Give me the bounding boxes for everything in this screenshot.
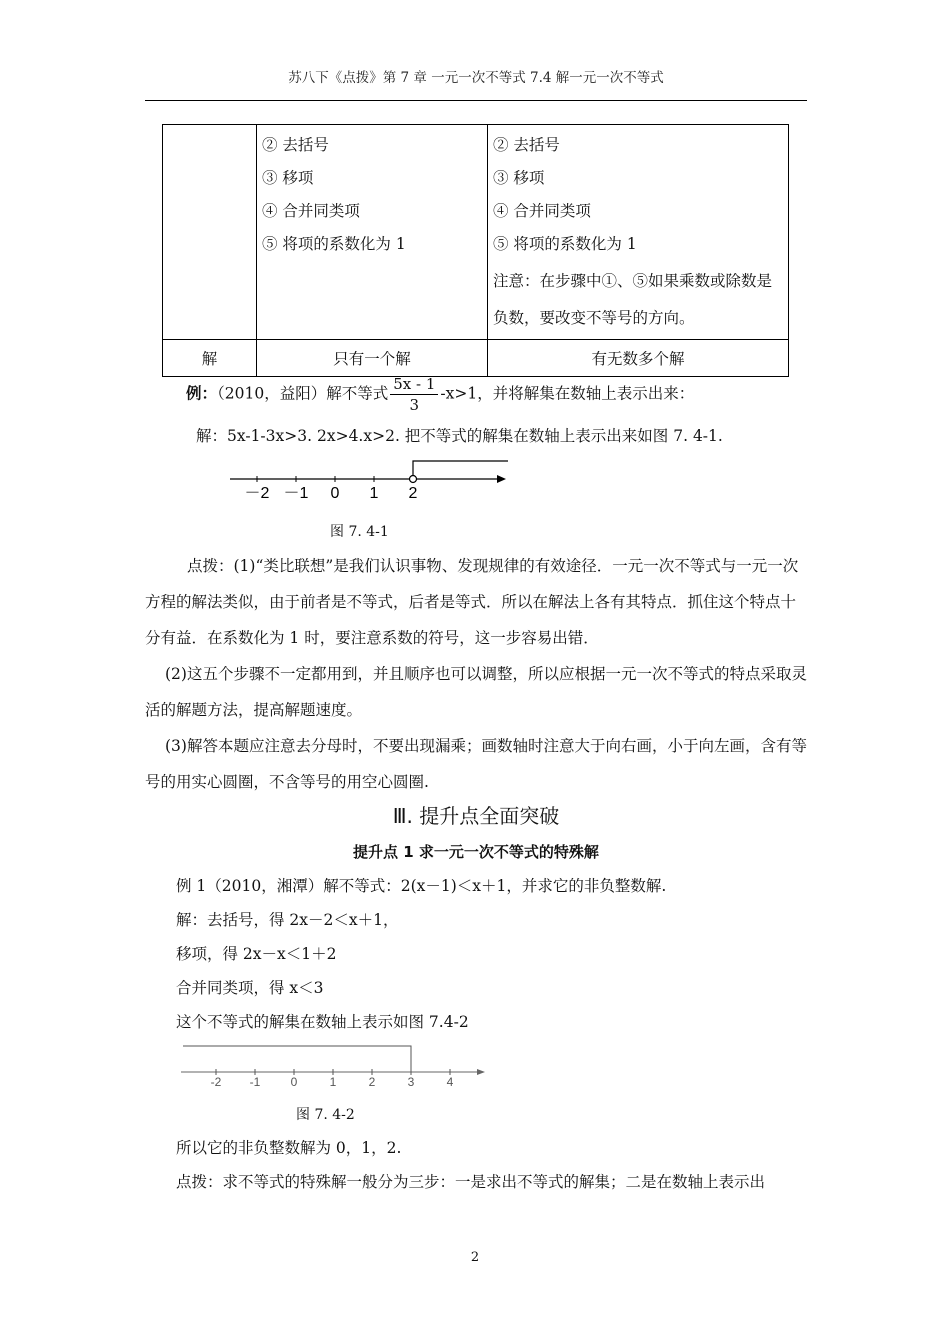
conclusion-line: 所以它的非负整数解为 0，1，2.	[176, 1139, 402, 1157]
tick-label: -1	[249, 1075, 261, 1089]
example-tail: -x>1，并将解集在数轴上表示出来：	[440, 384, 695, 403]
axis-arrow	[477, 1069, 485, 1075]
solution-ray	[413, 461, 508, 479]
tick-label: 2	[368, 1075, 376, 1089]
fraction-denominator: 3	[409, 396, 420, 414]
list-item: ③ 移项	[262, 169, 314, 187]
solution-ray	[183, 1046, 411, 1072]
example-label: 例：	[186, 383, 218, 403]
number-line-figure-1	[222, 455, 522, 505]
example1-step: 合并同类项，得 x＜3	[176, 979, 324, 997]
list-item: ② 去括号	[493, 136, 560, 154]
table-row	[163, 340, 789, 377]
list-item: ③ 移项	[493, 169, 545, 187]
tick-label: 2	[408, 485, 418, 502]
tip-paragraph-1: 点拨：(1)“类比联想”是我们认识事物、发现规律的有效途径．一元一次不等式与一元一次方程的解法类似，由于前者是不等式，后者是等式．所以在解法上各有其特点．抓住这个特点十分有益．在系数化为 1 时，要注意系数的符号，这一步容易出错．	[145, 557, 799, 647]
figure-caption-1: 图 7. 4-1	[330, 524, 389, 540]
tick-label: 3	[407, 1075, 415, 1089]
list-item: ⑤ 将项的系数化为 1	[262, 235, 406, 253]
comparison-table	[162, 124, 789, 377]
running-header: 苏八下《点拨》第 7 章 一元一次不等式 7.4 解一元一次不等式	[288, 70, 664, 86]
inequality-solution-cell: 有无数多个解	[488, 340, 789, 377]
open-circle	[410, 476, 417, 483]
example-source: （2010，益阳）解不等式	[217, 384, 389, 403]
example1-step: 移项，得 2x－x＜1＋2	[176, 945, 337, 963]
tick-label: －2	[244, 485, 270, 502]
table-row	[163, 125, 789, 340]
tick-label: 0	[290, 1075, 298, 1089]
number-line-figure-2	[175, 1040, 495, 1092]
tick-label: 4	[446, 1075, 454, 1089]
row-head-cell: 解	[163, 340, 257, 377]
inequality-steps-cell	[488, 125, 789, 340]
row-head-cell	[163, 125, 257, 340]
tick-label: -2	[210, 1075, 222, 1089]
section-title: Ⅲ. 提升点全面突破	[392, 804, 560, 828]
sign-change-note: 注意：在步骤中①、⑤如果乘数或除数是负数，要改变不等号的方向。	[493, 272, 773, 327]
example1-step: 解：去括号，得 2x－2＜x＋1，	[176, 911, 399, 929]
example1-step: 这个不等式的解集在数轴上表示如图 7.4-2	[176, 1013, 469, 1031]
example-line	[186, 374, 694, 415]
tick-label: 1	[369, 485, 379, 502]
header-rule	[145, 100, 807, 101]
list-item: ② 去括号	[262, 136, 329, 154]
section-subtitle: 提升点 1 求一元一次不等式的特殊解	[353, 843, 599, 861]
list-item: ④ 合并同类项	[493, 202, 591, 220]
list-item: ⑤ 将项的系数化为 1	[493, 235, 637, 253]
example1-question: 例 1（2010，湘潭）解不等式：2(x－1)＜x＋1，并求它的非负整数解.	[176, 877, 667, 895]
example-solution: 解：5x-1-3x>3. 2x>4.x>2. 把不等式的解集在数轴上表示出来如图 7. 4-1.	[196, 427, 723, 445]
tick-label: 1	[329, 1075, 337, 1089]
equation-steps-cell	[257, 125, 488, 340]
fraction-numerator: 5x - 1	[390, 374, 438, 395]
page-number: 2	[470, 1250, 480, 1265]
tick-label: －1	[283, 485, 309, 502]
equation-solution-cell: 只有一个解	[257, 340, 488, 377]
tip-paragraph-2: (2)这五个步骤不一定都用到，并且顺序也可以调整，所以应根据一元一次不等式的特点采取灵活的解题方法，提高解题速度。	[145, 665, 807, 719]
list-item: ④ 合并同类项	[262, 202, 360, 220]
figure-caption-2: 图 7. 4-2	[296, 1107, 355, 1123]
tick-label: 0	[330, 485, 340, 502]
fraction	[390, 374, 438, 415]
tip-paragraph-3: (3)解答本题应注意去分母时，不要出现漏乘；画数轴时注意大于向右画，小于向左画，含有等号的用实心圆圈，不含等号的用空心圆圈.	[145, 737, 807, 791]
axis-arrow	[497, 475, 506, 483]
tip-paragraph-4: 点拨：求不等式的特殊解一般分为三步：一是求出不等式的解集；二是在数轴上表示出	[176, 1173, 766, 1191]
